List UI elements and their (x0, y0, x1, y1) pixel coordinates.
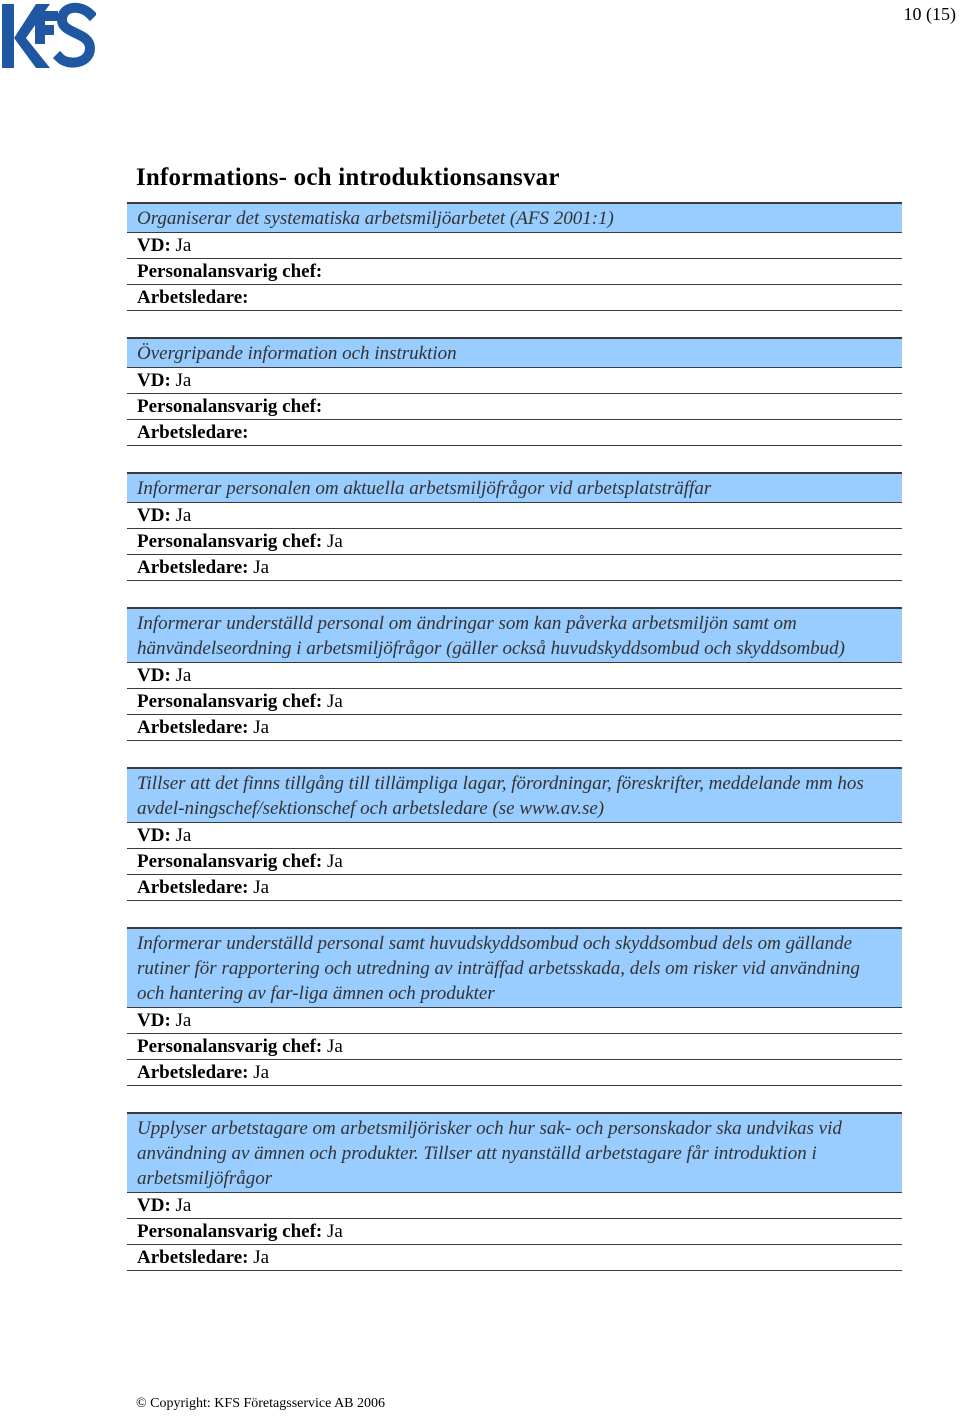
responsibility-section (127, 202, 902, 311)
role-label: Personalansvarig chef: (137, 851, 323, 872)
role-value: Ja (248, 1247, 270, 1268)
role-row (127, 1193, 902, 1219)
role-value: Ja (170, 665, 192, 686)
page-title: Informations- och introduktionsansvar (136, 164, 560, 191)
section-description: Övergripande information och instruktion (127, 337, 902, 368)
role-value: Ja (322, 531, 343, 552)
role-row (127, 394, 902, 420)
role-value: Ja (170, 1195, 192, 1216)
responsibility-section (127, 472, 902, 581)
role-label: VD: (137, 825, 171, 846)
section-description: Upplyser arbetstagare om arbetsmiljörisker och hur sak- och personskador ska undvikas vid användning av ämnen och produkter. Tillser att nyanställd arbetstagare får introduktion i arbetsmiljöfrågor (127, 1112, 902, 1193)
responsibility-section (127, 337, 902, 446)
role-label: Arbetsledare: (137, 1062, 249, 1083)
role-row (127, 368, 902, 394)
role-label: Personalansvarig chef: (137, 1221, 323, 1242)
section-description: Organiserar det systematiska arbetsmiljöarbetet (AFS 2001:1) (127, 202, 902, 233)
role-value: Ja (170, 370, 192, 391)
role-label: VD: (137, 1010, 171, 1031)
role-label: Personalansvarig chef: (137, 531, 323, 552)
role-label: Arbetsledare: (137, 1247, 249, 1268)
role-label: Personalansvarig chef: (137, 1036, 323, 1057)
role-value: Ja (170, 505, 192, 526)
role-value: Ja (170, 1010, 192, 1031)
responsibility-sections (127, 202, 902, 1297)
role-value: Ja (248, 1062, 270, 1083)
role-label: VD: (137, 235, 171, 256)
role-label: VD: (137, 370, 171, 391)
section-description: Informerar personalen om aktuella arbetsmiljöfrågor vid arbetsplatsträffar (127, 472, 902, 503)
role-row (127, 1219, 902, 1245)
role-row (127, 285, 902, 311)
role-value: Ja (322, 1036, 343, 1057)
role-row (127, 420, 902, 446)
role-value: Ja (170, 825, 192, 846)
role-row (127, 1245, 902, 1271)
section-description: Informerar underställd personal samt huvudskyddsombud och skyddsombud dels om gällande rutiner för rapportering och utredning av inträffad arbetsskada, dels om risker vid användning och hantering av far-liga ämnen och produkter (127, 927, 902, 1008)
role-value: Ja (322, 1221, 343, 1242)
role-value: Ja (248, 877, 270, 898)
role-label: Arbetsledare: (137, 557, 249, 578)
role-label: Arbetsledare: (137, 877, 249, 898)
role-label: Arbetsledare: (137, 287, 249, 308)
responsibility-section (127, 607, 902, 741)
role-row (127, 849, 902, 875)
role-row (127, 663, 902, 689)
role-row (127, 1034, 902, 1060)
role-value: Ja (170, 235, 192, 256)
role-value: Ja (248, 717, 270, 738)
role-label: Personalansvarig chef: (137, 691, 323, 712)
role-row (127, 1060, 902, 1086)
role-label: VD: (137, 505, 171, 526)
role-row (127, 555, 902, 581)
role-label: Personalansvarig chef: (137, 396, 323, 417)
kfs-logo (0, 0, 96, 78)
role-row (127, 1008, 902, 1034)
responsibility-section (127, 767, 902, 901)
role-value: Ja (322, 851, 343, 872)
role-row (127, 823, 902, 849)
role-label: VD: (137, 1195, 171, 1216)
role-row (127, 689, 902, 715)
role-label: Personalansvarig chef: (137, 261, 323, 282)
role-value: Ja (248, 557, 270, 578)
page-number: 10 (15) (903, 4, 956, 24)
role-label: Arbetsledare: (137, 717, 249, 738)
responsibility-section (127, 927, 902, 1086)
copyright-footer: © Copyright: KFS Företagsservice AB 2006 (136, 1396, 386, 1411)
role-row (127, 875, 902, 901)
role-row (127, 503, 902, 529)
role-row (127, 233, 902, 259)
role-value: Ja (322, 691, 343, 712)
role-row (127, 259, 902, 285)
responsibility-section (127, 1112, 902, 1271)
role-label: Arbetsledare: (137, 422, 249, 443)
role-row (127, 715, 902, 741)
role-label: VD: (137, 665, 171, 686)
section-description: Tillser att det finns tillgång till tillämpliga lagar, förordningar, föreskrifter, meddelande mm hos avdel-ningschef/sektionschef och arbetsledare (se www.av.se) (127, 767, 902, 823)
section-description: Informerar underställd personal om ändringar som kan påverka arbetsmiljön samt om hänvändelseordning i arbetsmiljöfrågor (gäller också huvudskyddsombud och skyddsombud) (127, 607, 902, 663)
role-row (127, 529, 902, 555)
